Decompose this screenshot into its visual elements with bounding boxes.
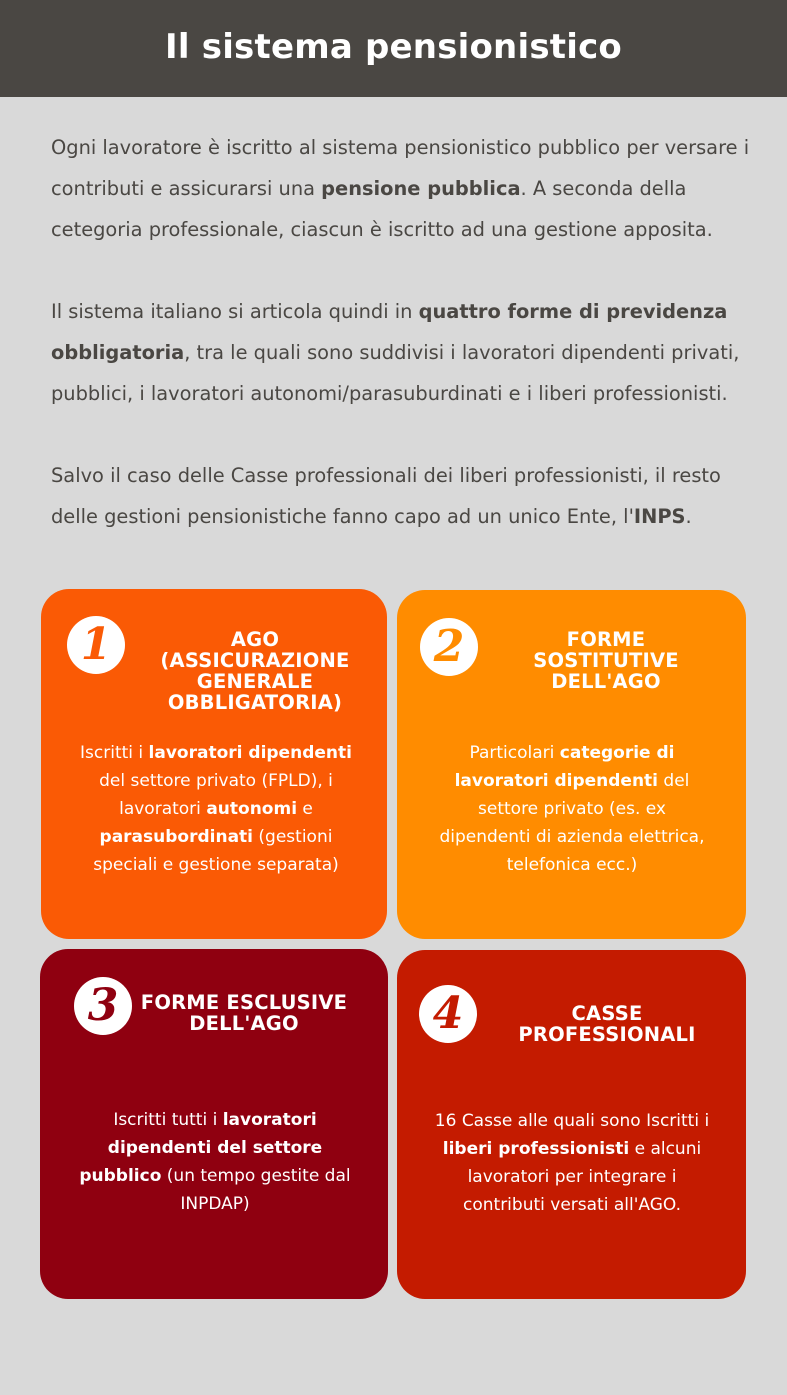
bold-text: lavoratori dipendenti: [148, 743, 352, 763]
bold-text: INPS: [633, 505, 686, 528]
number-badge-icon: 4: [419, 985, 477, 1043]
number-badge-icon: 2: [420, 618, 478, 676]
card-body: [71, 739, 361, 879]
bold-text: quattro forme di previdenza obbligatoria: [51, 300, 728, 364]
page-header: [0, 0, 787, 97]
text: Iscritti tutti i: [113, 1110, 223, 1130]
card-body: [68, 1106, 362, 1218]
bold-text: pensione pubblica: [321, 177, 521, 200]
text: Particolari: [469, 743, 560, 763]
text: , tra le quali sono suddivisi i lavoratori dipendenti privati, pubblici, i lavoratori autonomi/parasuburdinati e i liberi professionisti.: [51, 341, 740, 405]
card-forme-esclusive: [40, 949, 388, 1299]
intro-paragraph-1: [51, 127, 761, 250]
card-casse-professionali: [397, 950, 746, 1299]
text: e alcuni lavoratori per integrare i contributi versati all'AGO.: [463, 1139, 702, 1215]
text: Ogni lavoratore è iscritto al sistema pensionistico pubblico per versare i contributi e assicurarsi una: [51, 136, 750, 200]
bold-text: autonomi: [206, 799, 298, 819]
page-title: Il sistema pensionistico: [165, 26, 622, 67]
card-ago: [41, 589, 387, 939]
card-title: CASSE PROFESSIONALI: [518, 1002, 696, 1046]
text: Il sistema italiano si articola quindi in: [51, 300, 419, 323]
bold-text: parasubordinati: [99, 827, 254, 847]
bold-text: lavoratori dipendenti del settore pubblico: [79, 1110, 323, 1186]
text: Salvo il caso delle Casse professionali dei liberi professionisti, il resto delle gestioni pensionistiche fanno capo ad un unico Ente, l': [51, 464, 721, 528]
card-title: FORME SOSTITUTIVE DELL'AGO: [533, 628, 679, 693]
intro-text: [51, 127, 761, 578]
bold-text: liberi professionisti: [442, 1139, 630, 1159]
text: .: [685, 505, 692, 528]
text: e: [297, 799, 313, 819]
intro-paragraph-3: [51, 455, 761, 537]
card-body: [431, 739, 713, 879]
text: del settore privato (es. ex dipendenti di azienda elettrica, telefonica ecc.): [439, 771, 705, 875]
number-badge-icon: 1: [67, 616, 125, 674]
text: del settore privato (FPLD), i lavoratori: [99, 771, 333, 819]
text: (un tempo gestite dal INPDAP): [161, 1166, 351, 1214]
intro-paragraph-2: [51, 291, 761, 414]
card-title: FORME ESCLUSIVE DELL'AGO: [140, 991, 348, 1035]
text: Iscritti i: [80, 743, 149, 763]
card-forme-sostitutive: [397, 590, 746, 939]
text: (gestioni speciali e gestione separata): [93, 827, 339, 875]
text: . A seconda della cetegoria professionale, ciascun è iscritto ad una gestione apposita.: [51, 177, 713, 241]
text: 16 Casse alle quali sono Iscritti i: [434, 1111, 710, 1131]
number-badge-icon: 3: [74, 977, 132, 1035]
card-title: AGO (ASSICURAZIONE GENERALE OBBLIGATORIA): [160, 628, 350, 714]
card-body: [431, 1107, 713, 1219]
bold-text: categorie di lavoratori dipendenti: [454, 743, 675, 791]
